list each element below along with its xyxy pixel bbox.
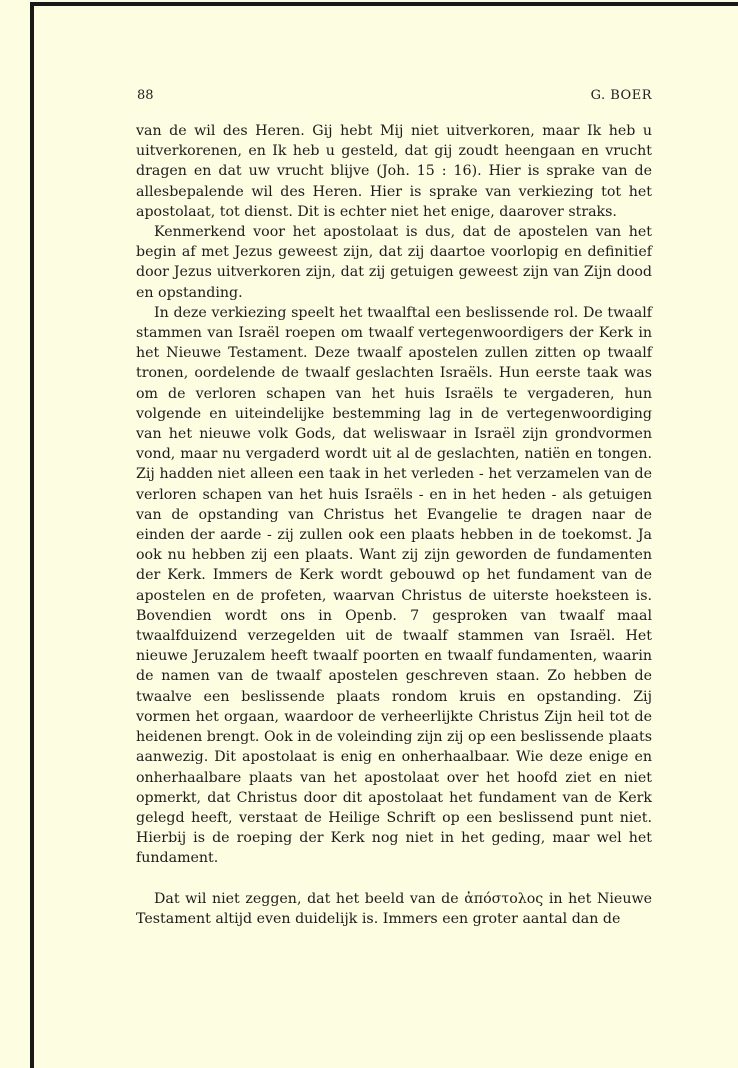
paragraph-4: Dat wil niet zeggen, dat het beeld van de ἀπόστολος in het Nieuwe Testament altijd even duidelijk is. Immers een groter aantal dan de bbox=[136, 890, 652, 927]
running-head-author: G. BOER bbox=[590, 88, 652, 103]
paragraph-2: Kenmerkend voor het apostolaat is dus, dat de apostelen van het begin af met Jezus geweest zijn, dat zij daartoe voorlopig en definitief door Jezus uitverkoren zijn, dat zij getuigen geweest zijn van Zijn dood en opstanding. bbox=[136, 224, 652, 301]
paragraph-3: In deze verkiezing speelt het twaalftal een beslissende rol. De twaalf stammen van Israël roepen om twaalf vertegenwoordigers der Kerk in het Nieuwe Testament. Deze twaalf apostelen zullen zitten op twaalf tronen, oordelende de twaalf geslachten Israëls. Hun eerste taak was om de verloren schapen van het huis Israëls te vergaderen, hun volgende en uiteindelijke bestemming lag in de vertegenwoordiging van het nieuwe volk Gods, dat weliswaar in Israël zijn grondvormen vond, maar nu vergaderd wordt uit al de geslachten, natiën en tongen. Zij hadden niet alleen een taak in het verleden - het verzamelen van de verloren schapen van het huis Israëls - en in het heden - als getuigen van de opstanding van Christus het Evangelie te dragen naar de einden der aarde - zij zullen ook een plaats hebben in de toekomst. Ja ook nu hebben zij een plaats. Want zij zijn geworden de fundamenten der Kerk. Immers de Kerk wordt gebouwd op het fundament van de apostelen en de profeten, waarvan Christus de uiterste hoeksteen is. Bovendien wordt ons in Openb. 7 gesproken van twaalf maal twaalfduizend verzegelden uit de twaalf stammen van Israël. Het nieuwe Jeruzalem heeft twaalf poorten en twaalf fundamenten, waarin de namen van de twaalf apostelen geschreven staan. Zo hebben de twaalve een beslissende plaats rondom kruis en opstanding. Zij vormen het orgaan, waardoor de verheerlijkte Christus Zijn heil tot de heidenen brengt. Ook in de voleinding zijn zij op een beslissende plaats aanwezig. Dit apostolaat is enig en onherhaalbaar. Wie deze enige en onherhaalbare plaats van het apostolaat over het hoofd ziet en niet opmerkt, dat Christus door dit apostolaat het fundament van de Kerk gelegd heeft, verstaat de Heilige Schrift op een beslissend punt niet. Hierbij is de roeping der Kerk nog niet in het geding, maar wel het fundament. bbox=[136, 304, 652, 867]
running-header bbox=[137, 88, 652, 106]
body-text bbox=[136, 121, 652, 929]
paragraph-1: van de wil des Heren. Gij hebt Mij niet uitverkoren, maar Ik heb u uitverkorenen, en Ik heb u gesteld, dat gij zoudt heengaan en vrucht dragen en dat uw vrucht blijve (Joh. 15 : 16). Hier is sprake van de allesbepalende wil des Heren. Hier is sprake van verkiezing tot het apostolaat, tot dienst. Dit is echter niet het enige, daarover straks. bbox=[136, 123, 652, 220]
page-number: 88 bbox=[137, 88, 154, 103]
scan-edge-top bbox=[32, 2, 738, 6]
scan-edge-left bbox=[30, 2, 34, 1068]
